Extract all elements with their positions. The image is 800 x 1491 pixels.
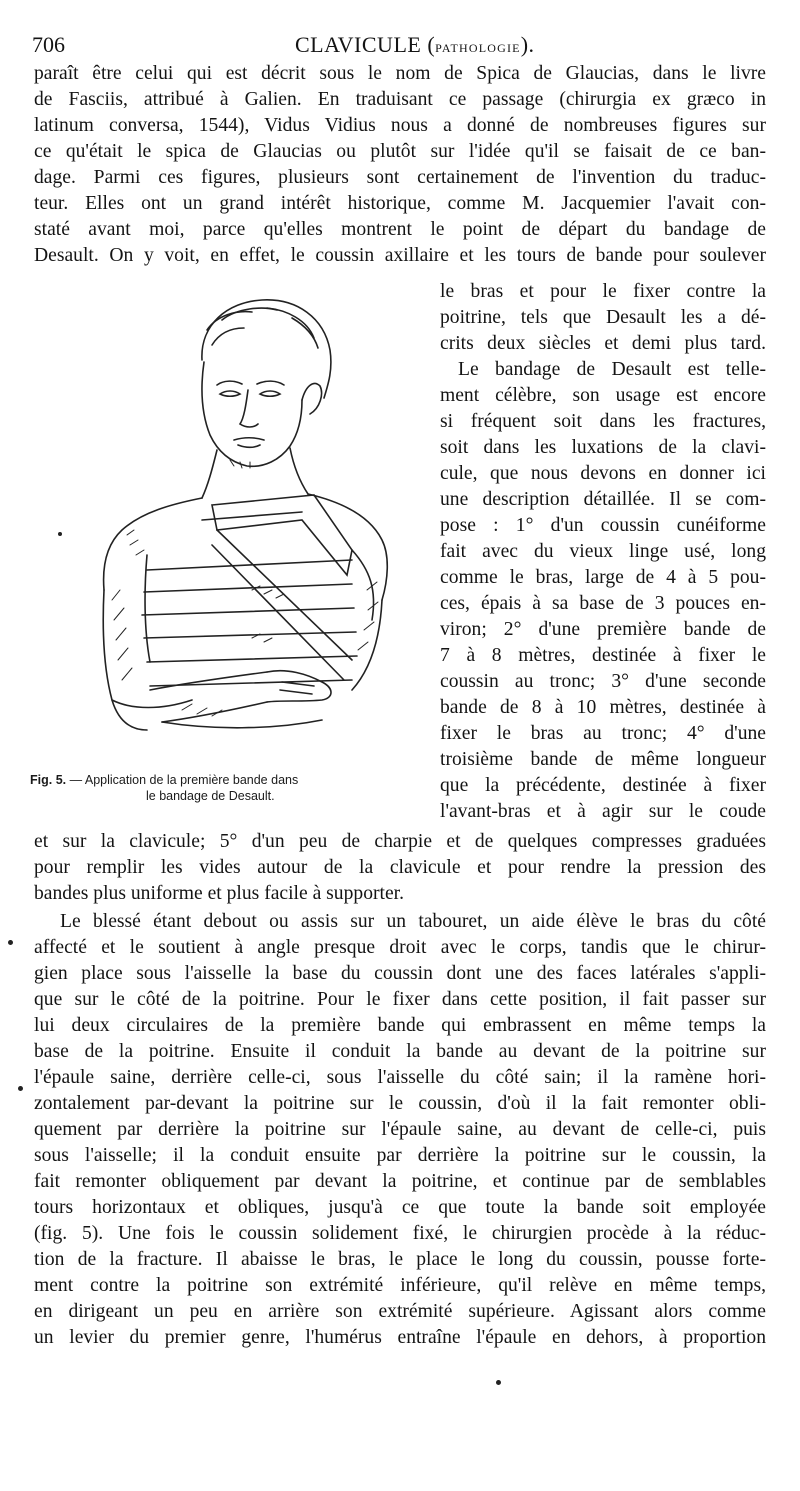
text-line: crits deux siècles et demi plus tard. [440,333,766,354]
text-line: tours horizontaux et obliques, jusqu'à ce que toute la bande soit employée [34,1197,766,1218]
print-speck [58,532,62,536]
text-line: Le bandage de Desault est telle- [458,359,766,380]
text-line: ces, épais à sa base de 3 pouces en- [440,593,766,614]
text-line: (fig. 5). Une fois le coussin solidement fixé, le chirurgien procède à la réduc- [34,1223,766,1244]
running-title-subtitle: PATHOLOGIE [435,41,521,55]
text-line: fait avec du vieux linge usé, long [440,541,766,562]
text-line: gien place sous l'aisselle la base du coussin dont une des faces latérales s'appli- [34,963,766,984]
text-line: teur. Elles ont un grand intérêt historique, comme M. Jacquemier l'avait con- [34,193,766,214]
text-line: bande de 8 à 10 mètres, destinée à [440,697,766,718]
figure-caption [30,772,425,804]
text-line: latinum conversa, 1544), Vidus Vidius nous a donné de nombreuses figures sur [34,115,766,136]
text-line: staté avant moi, parce qu'elles montrent le point de départ du bandage de [34,219,766,240]
text-line: zontalement par-devant la poitrine sur le coussin, d'où il la fait remonter obli- [34,1093,766,1114]
print-speck [18,1086,23,1091]
text-line: une description détaillée. Il se com- [440,489,766,510]
text-line: fait remonter obliquement par devant la poitrine, et continue par de semblables [34,1171,766,1192]
text-line: en dirigeant un peu en arrière son extrémité supérieure. Agissant alors comme [34,1301,766,1322]
text-line: et sur la clavicule; 5° d'un peu de charpie et de quelques compresses graduées [34,831,766,852]
text-line: Le blessé étant debout ou assis sur un tabouret, un aide élève le bras du côté [60,911,766,932]
text-line: coussin au tronc; 3° d'une seconde [440,671,766,692]
text-line: pose : 1° d'un coussin cunéiforme [440,515,766,536]
print-speck [496,1380,501,1385]
text-line: ment contre la poitrine son extrémité inférieure, qu'il relève en même temps, [34,1275,766,1296]
text-line: l'avant-bras et à agir sur le coude [440,801,766,822]
text-line: ce qu'était le spica de Glaucias ou plutôt sur l'idée qu'il se faisait de ce ban- [34,141,766,162]
running-title [295,32,535,58]
text-line: cule, que nous devons en donner ici [440,463,766,484]
text-line: base de la poitrine. Ensuite il conduit la bande au devant de la poitrine sur [34,1041,766,1062]
text-line: soit dans les luxations de la clavi- [440,437,766,458]
text-line: tion de la fracture. Il abaisse le bras, le place le long du coussin, pousse forte- [34,1249,766,1270]
running-title-main: CLAVICULE ( [295,32,436,57]
text-line: un levier du premier genre, l'humérus entraîne l'épaule en dehors, à proportion [34,1327,766,1348]
figure-label: Fig. 5. [30,773,67,787]
text-line: affecté et le soutient à angle presque droit avec le corps, tandis que le chirur- [34,937,766,958]
text-line: bandes plus uniforme et plus facile à supporter. [34,883,405,904]
text-line: que sur le côté de la poitrine. Pour le fixer dans cette position, il fait passer sur [34,989,766,1010]
text-line: poitrine, tels que Desault les a dé- [440,307,766,328]
text-line: comme le bras, large de 4 à 5 pou- [440,567,766,588]
text-line: lui deux circulaires de la première bande qui embrassent en même temps la [34,1015,766,1036]
text-line: dage. Parmi ces figures, plusieurs sont certainement de l'invention du traduc- [34,167,766,188]
text-line: pour remplir les vides autour de la clavicule et pour rendre la pression des [34,857,766,878]
text-line: quement par derrière la poitrine sur l'épaule saine, au devant de celle-ci, puis [34,1119,766,1140]
text-line: 7 à 8 mètres, destinée à fixer le [440,645,766,666]
text-line: de Fasciis, attribué à Galien. En traduisant ce passage (chirurgia ex græco in [34,89,766,110]
bandaged-torso-illustration [52,290,397,758]
text-line: fixer le bras au tronc; 4° d'une [440,723,766,744]
running-title-close: ). [520,32,535,57]
text-line: sous l'aisselle; il la conduit ensuite par derrière la poitrine sur le coussin, la [34,1145,766,1166]
running-header [32,28,772,58]
figure-engraving [52,290,397,758]
text-line: troisième bande de même longueur [440,749,766,770]
print-speck [8,940,13,945]
caption-text: — Application de la première bande dans [66,773,299,787]
text-line: l'épaule saine, derrière celle-ci, sous l'aisselle du côté sain; il la ramène hori- [34,1067,766,1088]
caption-text-continued: le bandage de Desault. [146,789,275,803]
text-line: Desault. On y voit, en effet, le coussin axillaire et les tours de bande pour soulever [34,245,766,266]
text-line: si fréquent soit dans les fractures, [440,411,766,432]
text-line: paraît être celui qui est décrit sous le nom de Spica de Glaucias, dans le livre [34,63,766,84]
text-line: que la précédente, destinée à fixer [440,775,766,796]
text-line: le bras et pour le fixer contre la [440,281,766,302]
text-line: viron; 2° d'une première bande de [440,619,766,640]
page-number: 706 [32,32,65,57]
text-line: ment célèbre, son usage est encore [440,385,766,406]
